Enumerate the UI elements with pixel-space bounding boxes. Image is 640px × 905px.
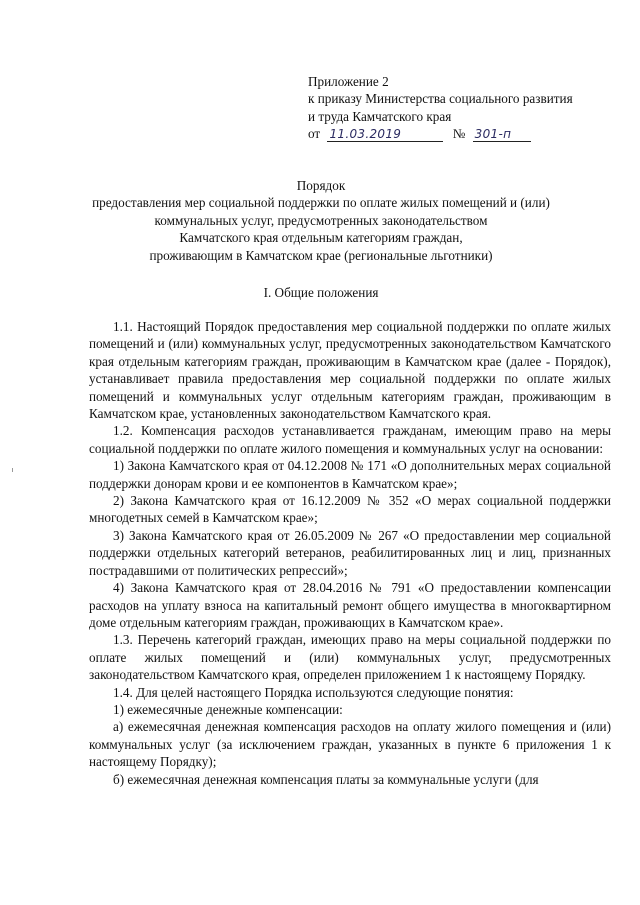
paragraph: 3) Закона Камчатского края от 26.05.2009 № 267 «О предоставлении мер социальной поддержки отдельных категорий ветеранов, реабилитированных лиц и лиц, признанных пострадавшими от политических репрессий»; [89,527,611,578]
appendix-number: Приложение 2 [308,74,389,89]
paragraph: 1.3. Перечень категорий граждан, имеющих право на меры социальной поддержки по оплате жилых помещений и (или) коммунальных услуг, предусмотренных законодательством Камчатского края, определен приложением 1 к настоящему Порядку. [89,632,611,683]
paragraph: 1.4. Для целей настоящего Порядка используются следующие понятия: [113,684,514,700]
handwritten-number: 301-п [474,126,512,141]
title-line: проживающим в Камчатском крае (региональные льготники) [149,247,493,263]
paragraph: 1) Закона Камчатского края от 04.12.2008 № 171 «О дополнительных мерах социальной поддержки донорам крови и ее компонентов в Камчатском крае»; [89,458,611,491]
paragraph: б) ежемесячная денежная компенсация платы за коммунальные услуги (для [113,771,539,787]
paragraph: 1) ежемесячные денежные компенсации: [113,701,343,717]
appendix-ministry-line: и труда Камчатского края [308,108,452,124]
number-field [473,125,531,143]
margin-mark [12,468,13,472]
handwritten-date: 11.03.2019 [329,126,402,141]
title-line: Камчатского края отдельным категориям граждан, [179,230,463,246]
paragraph: 1.1. Настоящий Порядок предоставления мер социальной поддержки по оплате жилых помещений и (или) коммунальных услуг, предусмотренных законодательством Камчатского края отдельным категориям граждан, проживающим в Камчатском крае (далее - Порядок), устанавливает правила предоставления мер социальной поддержки по оплате жилых помещений и коммунальных услуг отдельным категориям граждан, проживающим в Камчатском крае, установленных законодательством Камчатского края. [89,319,611,422]
title-line: коммунальных услуг, предусмотренных законодательством [154,212,488,228]
document-body [89,318,611,788]
paragraph: 4) Закона Камчатского края от 28.04.2016 № 791 «О предоставлении компенсации расходов на уплату взноса на капитальный ремонт общего имущества в многоквартирном доме отдельным категориям граждан, проживающих в Камчатском крае». [89,580,611,630]
document-title-block [76,177,566,264]
document-title: Порядок [296,178,346,193]
number-label: № [452,125,466,141]
paragraph: 2) Закона Камчатского края от 16.12.2009 № 352 «О мерах социальной поддержки многодетных семей в Камчатском крае»; [89,493,611,526]
paragraph: а) ежемесячная денежная компенсация расходов на оплату жилого помещения и (или) коммунальных услуг (за исключением граждан, указанных в пункте 6 приложения 1 к настоящему Порядку); [89,719,611,770]
paragraph: 1.2. Компенсация расходов устанавливается гражданам, имеющим право на меры социальной поддержки по оплате жилого помещения и коммунальных услуг на основании: [89,423,611,456]
title-line: предоставления мер социальной поддержки по оплате жилых помещений и (или) [92,195,550,211]
appendix-header [308,73,573,143]
section-heading: I. Общие положения [263,285,379,300]
appendix-date-line [308,125,573,143]
date-field [327,125,443,143]
from-label: от [308,125,321,141]
appendix-order-line: к приказу Министерства социального развития [308,91,573,107]
